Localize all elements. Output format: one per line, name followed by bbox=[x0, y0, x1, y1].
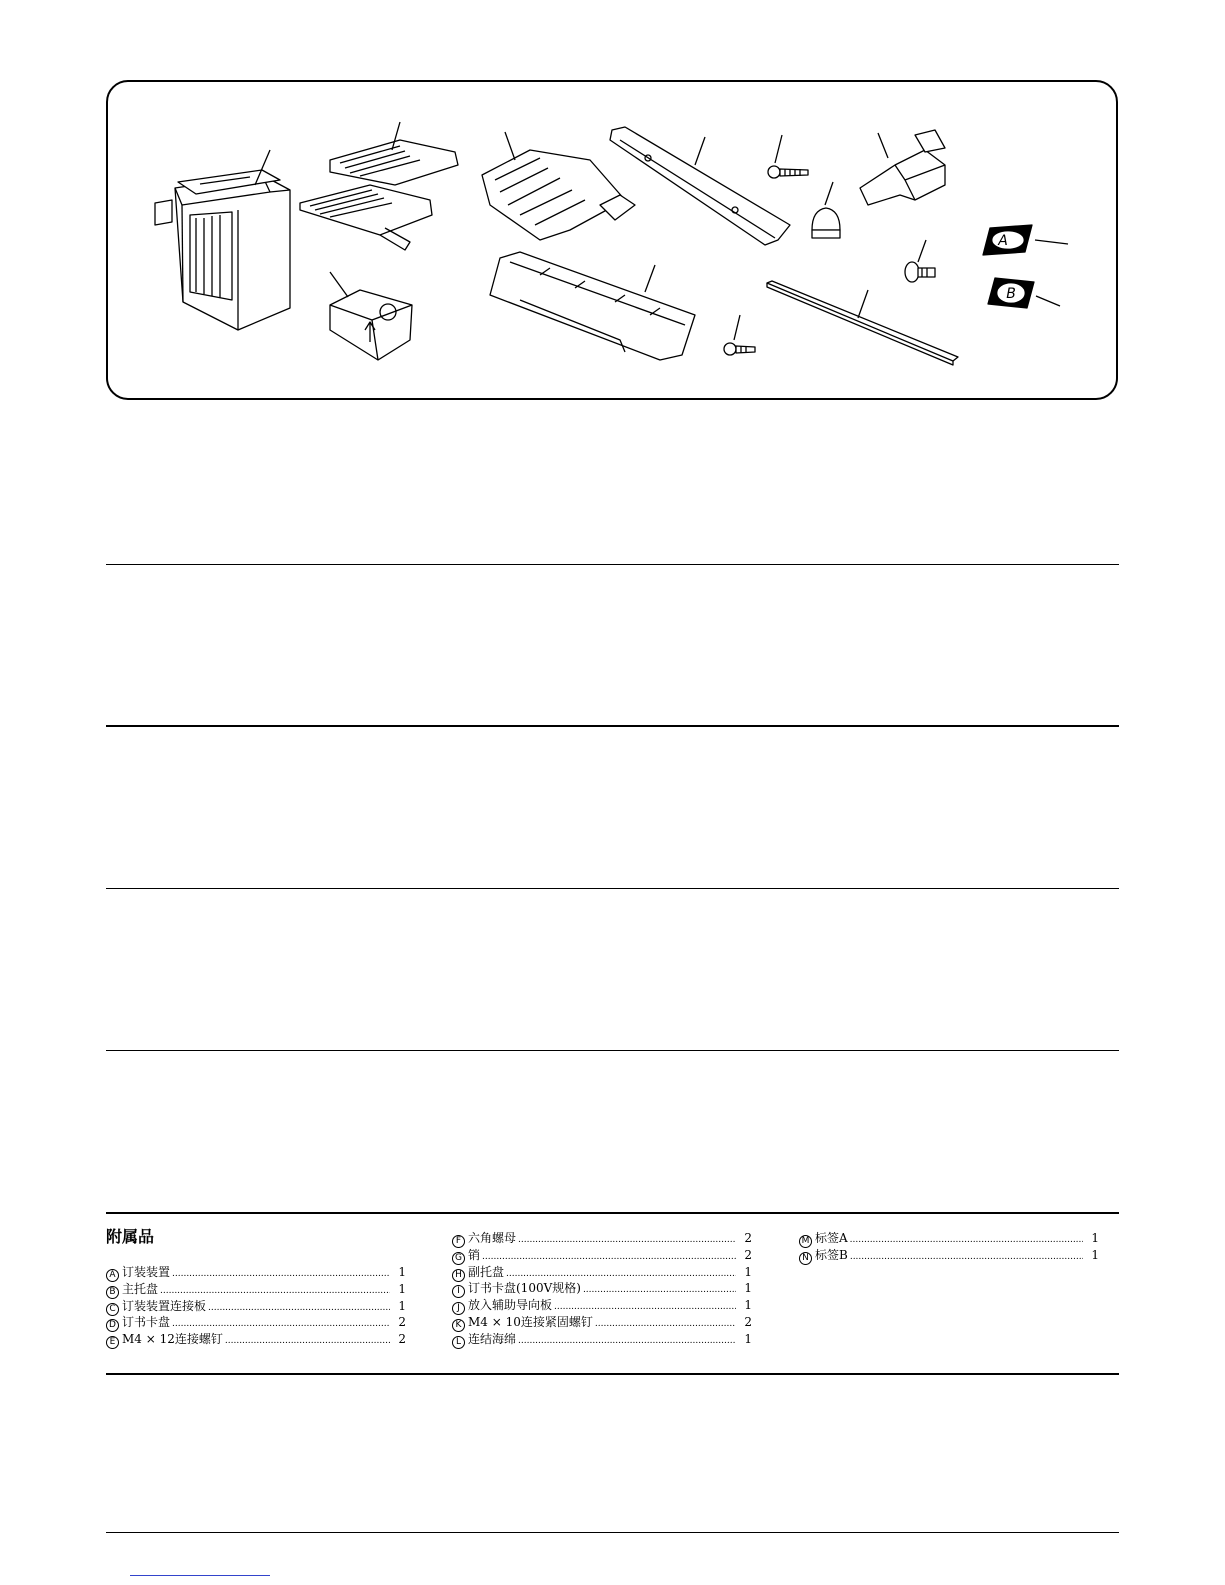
accessory-row bbox=[452, 1331, 752, 1348]
main-tray bbox=[300, 122, 458, 250]
leader-dots bbox=[595, 1316, 736, 1333]
leader-dots bbox=[850, 1232, 1083, 1249]
accessory-row bbox=[799, 1230, 1099, 1247]
finisher-unit bbox=[155, 150, 290, 330]
item-name: 主托盘 bbox=[122, 1281, 159, 1296]
accessory-row bbox=[106, 1281, 406, 1298]
item-quantity: 2 bbox=[398, 1332, 406, 1347]
accessory-list-column-1 bbox=[106, 1264, 406, 1348]
item-quantity: 1 bbox=[1091, 1247, 1099, 1262]
item-name: 副托盘 bbox=[468, 1264, 505, 1279]
accessory-row bbox=[452, 1280, 752, 1297]
accessory-row bbox=[452, 1314, 752, 1331]
item-marker: G bbox=[452, 1252, 465, 1265]
item-name: 连结海绵 bbox=[468, 1331, 517, 1346]
accessory-row bbox=[452, 1264, 752, 1281]
item-quantity: 1 bbox=[744, 1264, 752, 1279]
sub-tray bbox=[482, 132, 635, 240]
accessory-list-column-3 bbox=[799, 1230, 1099, 1264]
leader-dots bbox=[518, 1333, 736, 1350]
accessory-row bbox=[106, 1331, 406, 1348]
item-name: 销 bbox=[468, 1247, 481, 1262]
accessory-row bbox=[452, 1247, 752, 1264]
stapler-unit bbox=[860, 130, 945, 205]
item-name: 订装装置 bbox=[122, 1265, 171, 1279]
finisher-join-plate bbox=[610, 127, 790, 245]
item-marker: N bbox=[799, 1252, 812, 1265]
item-quantity: 2 bbox=[398, 1315, 406, 1330]
screw-m4x12 bbox=[768, 135, 808, 178]
item-name: 标签B bbox=[815, 1247, 848, 1262]
screw-m4x10 bbox=[724, 315, 755, 355]
pin bbox=[905, 240, 935, 282]
item-name: 订装装置连接板 bbox=[122, 1298, 207, 1313]
label-a-sticker bbox=[983, 225, 1068, 255]
leader-dots bbox=[583, 1282, 736, 1299]
item-quantity: 2 bbox=[744, 1247, 752, 1262]
item-quantity: 1 bbox=[744, 1331, 752, 1346]
footer-link-underline bbox=[130, 1575, 270, 1576]
accessory-list-column-2 bbox=[452, 1230, 752, 1348]
item-marker: K bbox=[452, 1319, 465, 1332]
staple-cartridge bbox=[330, 272, 412, 360]
leader-dots bbox=[482, 1249, 736, 1266]
leader-dots bbox=[208, 1300, 390, 1317]
hex-nut bbox=[812, 182, 840, 238]
item-quantity: 1 bbox=[1091, 1231, 1099, 1245]
label-b-letter: B bbox=[1006, 286, 1016, 302]
accessory-row bbox=[452, 1230, 752, 1247]
accessory-row bbox=[106, 1264, 406, 1281]
item-marker: H bbox=[452, 1269, 465, 1282]
divider bbox=[106, 1373, 1119, 1375]
item-marker: J bbox=[452, 1302, 465, 1315]
divider bbox=[106, 725, 1119, 727]
accessory-row bbox=[799, 1247, 1099, 1264]
item-marker: D bbox=[106, 1319, 119, 1332]
item-name: M4 × 10连接紧固螺钉 bbox=[468, 1314, 593, 1329]
divider bbox=[106, 1212, 1119, 1214]
item-name: 六角螺母 bbox=[468, 1231, 517, 1245]
item-quantity: 1 bbox=[744, 1281, 752, 1296]
item-marker: B bbox=[106, 1286, 119, 1299]
divider bbox=[106, 1050, 1119, 1051]
item-marker: C bbox=[106, 1303, 119, 1316]
join-sponge bbox=[767, 281, 958, 365]
divider bbox=[106, 564, 1119, 565]
item-marker: A bbox=[106, 1269, 119, 1282]
item-name: M4 × 12连接螺钉 bbox=[122, 1332, 223, 1347]
item-marker: F bbox=[452, 1235, 465, 1248]
item-name: 放入辅助导向板 bbox=[468, 1298, 553, 1313]
leader-dots bbox=[518, 1232, 736, 1249]
item-quantity: 1 bbox=[398, 1265, 406, 1279]
insertion-guide-plate bbox=[490, 252, 695, 360]
parts-illustration bbox=[0, 0, 1225, 420]
item-quantity: 1 bbox=[744, 1298, 752, 1313]
item-marker: E bbox=[106, 1336, 119, 1349]
accessory-row bbox=[106, 1298, 406, 1315]
item-name: 订书卡盘(100V规格) bbox=[468, 1281, 581, 1296]
leader-dots bbox=[172, 1266, 390, 1283]
label-a-letter: A bbox=[998, 233, 1008, 249]
accessories-title: 附属品 bbox=[106, 1227, 155, 1246]
item-name: 标签A bbox=[815, 1231, 848, 1245]
item-quantity: 2 bbox=[744, 1314, 752, 1329]
item-name: 订书卡盘 bbox=[122, 1315, 171, 1330]
divider bbox=[106, 1532, 1119, 1533]
item-marker: L bbox=[452, 1336, 465, 1349]
leader-dots bbox=[850, 1249, 1083, 1266]
item-quantity: 1 bbox=[398, 1281, 406, 1296]
divider bbox=[106, 888, 1119, 889]
accessory-row bbox=[106, 1314, 406, 1331]
item-quantity: 1 bbox=[398, 1298, 406, 1313]
item-quantity: 2 bbox=[744, 1231, 752, 1245]
accessory-row bbox=[452, 1297, 752, 1314]
item-marker: M bbox=[799, 1235, 812, 1248]
label-b-sticker bbox=[988, 278, 1060, 308]
leader-dots bbox=[225, 1333, 390, 1350]
item-marker: I bbox=[452, 1285, 465, 1298]
